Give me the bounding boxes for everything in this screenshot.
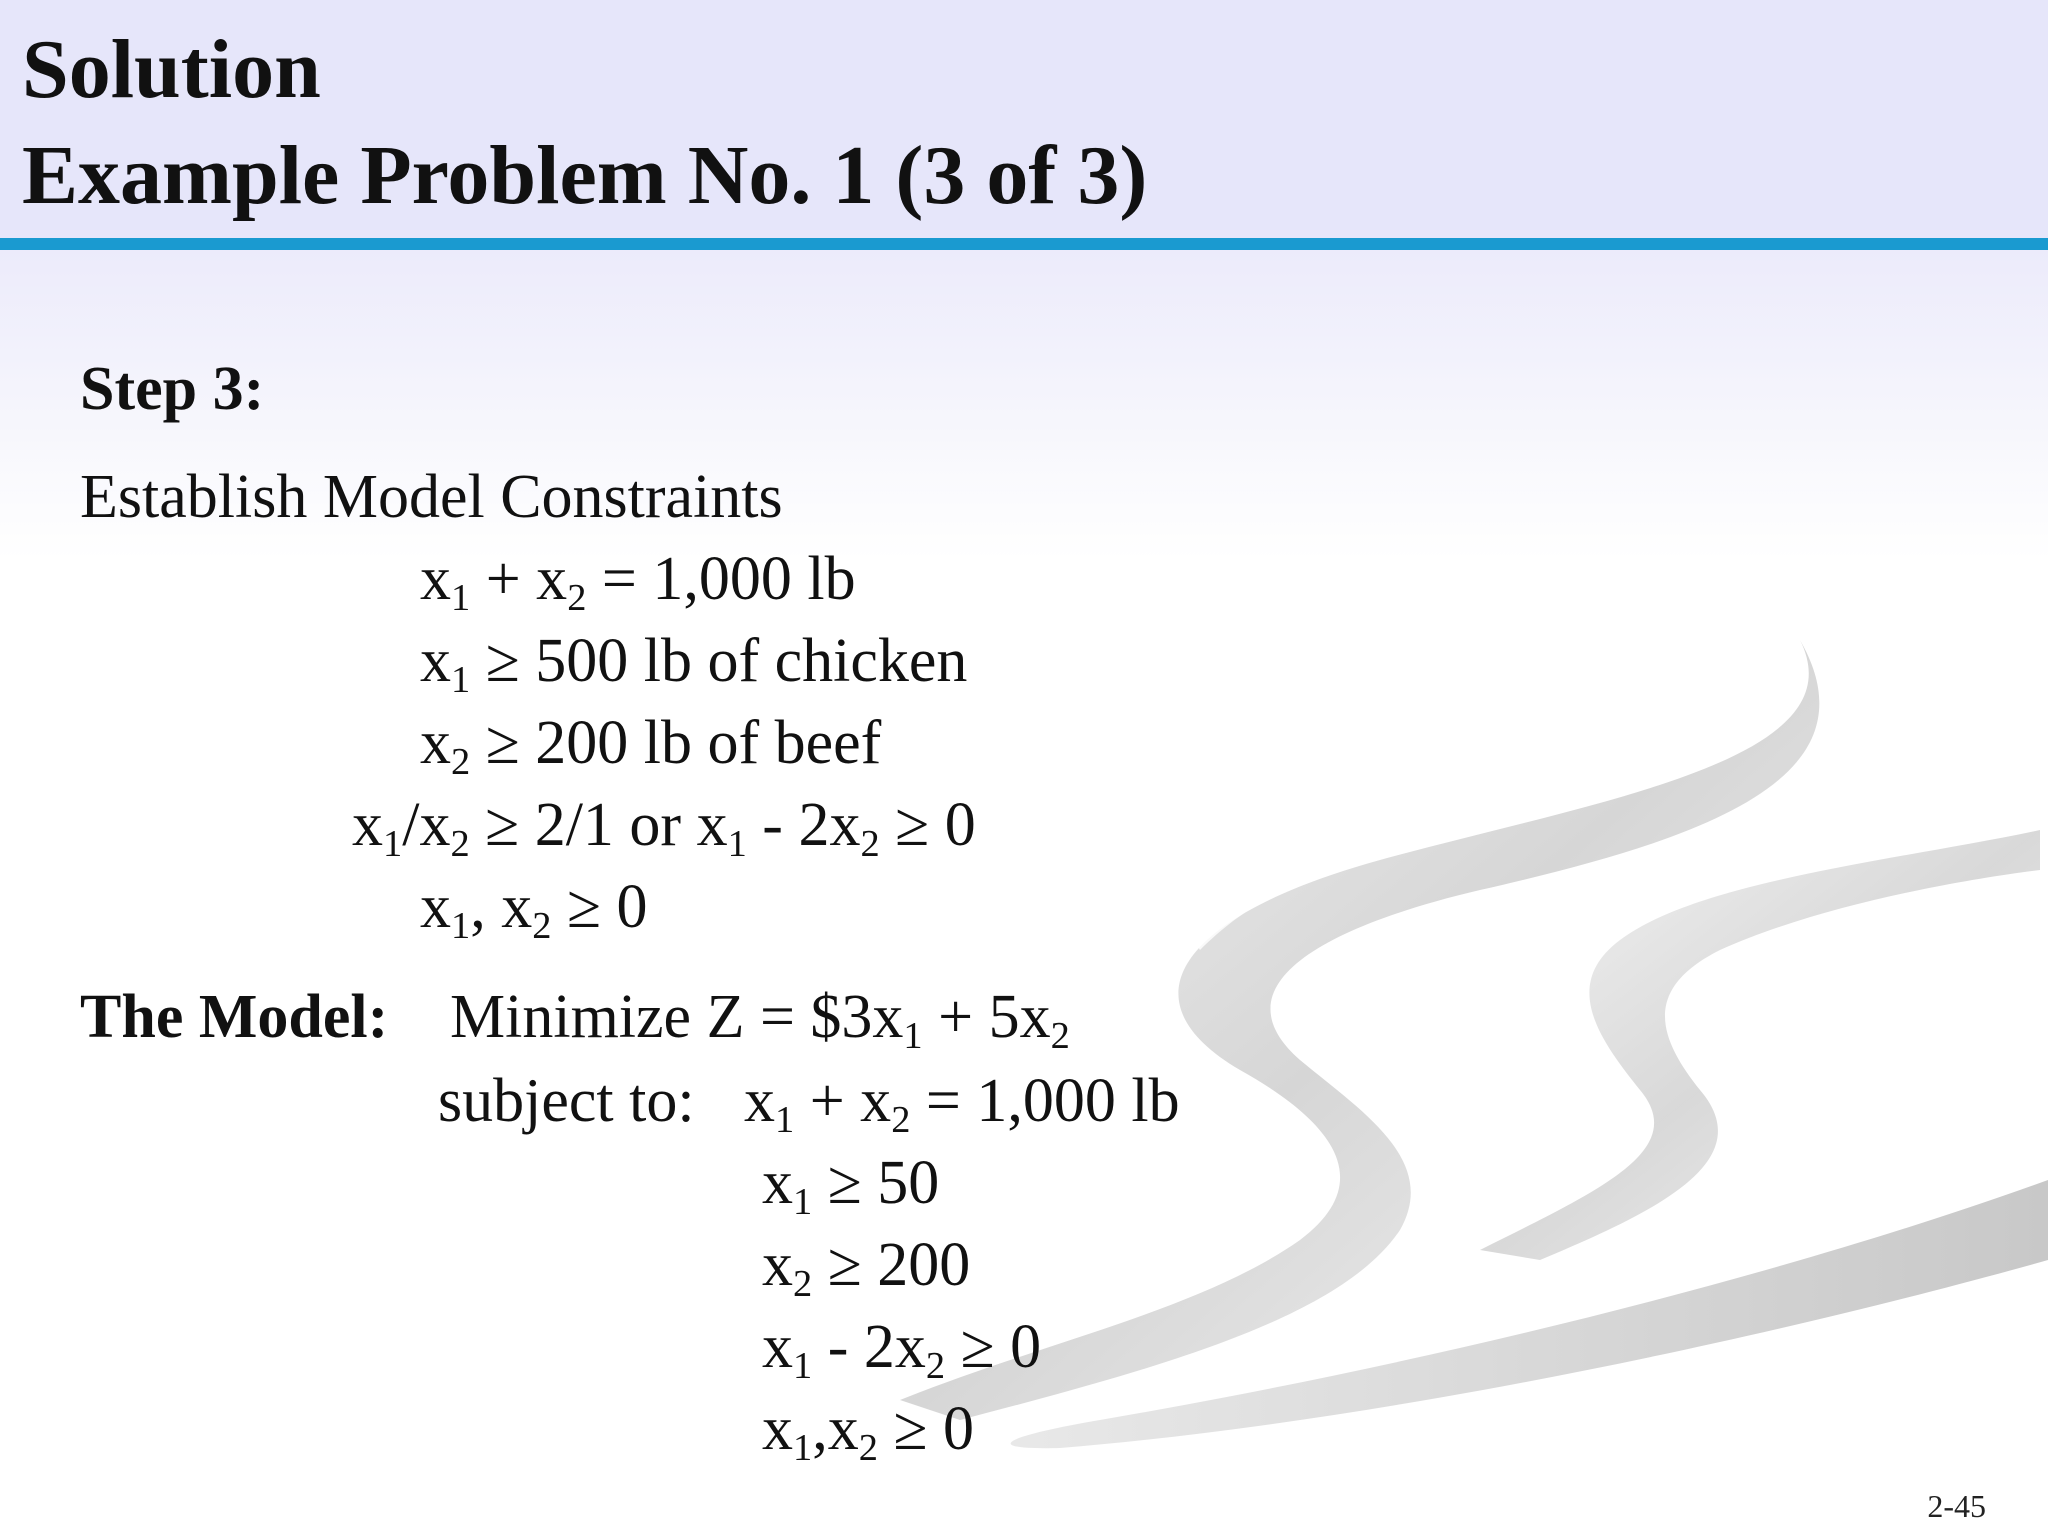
- slide-title-line2: Example Problem No. 1 (3 of 3): [22, 129, 1148, 222]
- model-constraint-line: $x_1 - 2x_2 \ge 0$: [762, 1313, 1042, 1387]
- constraint-line: $x_1$, $x_2 \ge 0$: [420, 873, 648, 947]
- model-label: The Model:: [80, 983, 389, 1051]
- slide-title-line1: Solution: [22, 23, 321, 116]
- model-constraint-line: $x_1 \ge 50$: [762, 1149, 940, 1223]
- constraint-line: $x_1 \ge 500$ lb of chicken: [420, 627, 968, 701]
- constraint-line: $x_1 + x_2 = 1,000$ lb: [420, 545, 856, 619]
- step-text: Establish Model Constraints: [80, 463, 783, 531]
- page-number: 2-45: [1927, 1488, 1986, 1524]
- title-divider: [0, 238, 2048, 250]
- objective-function: Minimize $Z = \$3x_1 + 5x_2$: [450, 983, 1070, 1057]
- model-constraint-line: $x_2 \ge 200$: [762, 1231, 971, 1305]
- constraint-line: $x_2 \ge 200$ lb of beef: [420, 709, 882, 783]
- constraint-line: $x_1/x_2 \ge 2/1$ or $x_1 - 2x_2 \ge 0$: [352, 791, 976, 865]
- step-label: Step 3:: [80, 355, 265, 423]
- model-constraint-line: $x_1 + x_2 = 1,000$ lb: [744, 1067, 1180, 1141]
- model-constraint-line: $x_1,x_2 \ge 0$: [762, 1395, 974, 1469]
- subject-to-label: subject to:: [438, 1067, 695, 1135]
